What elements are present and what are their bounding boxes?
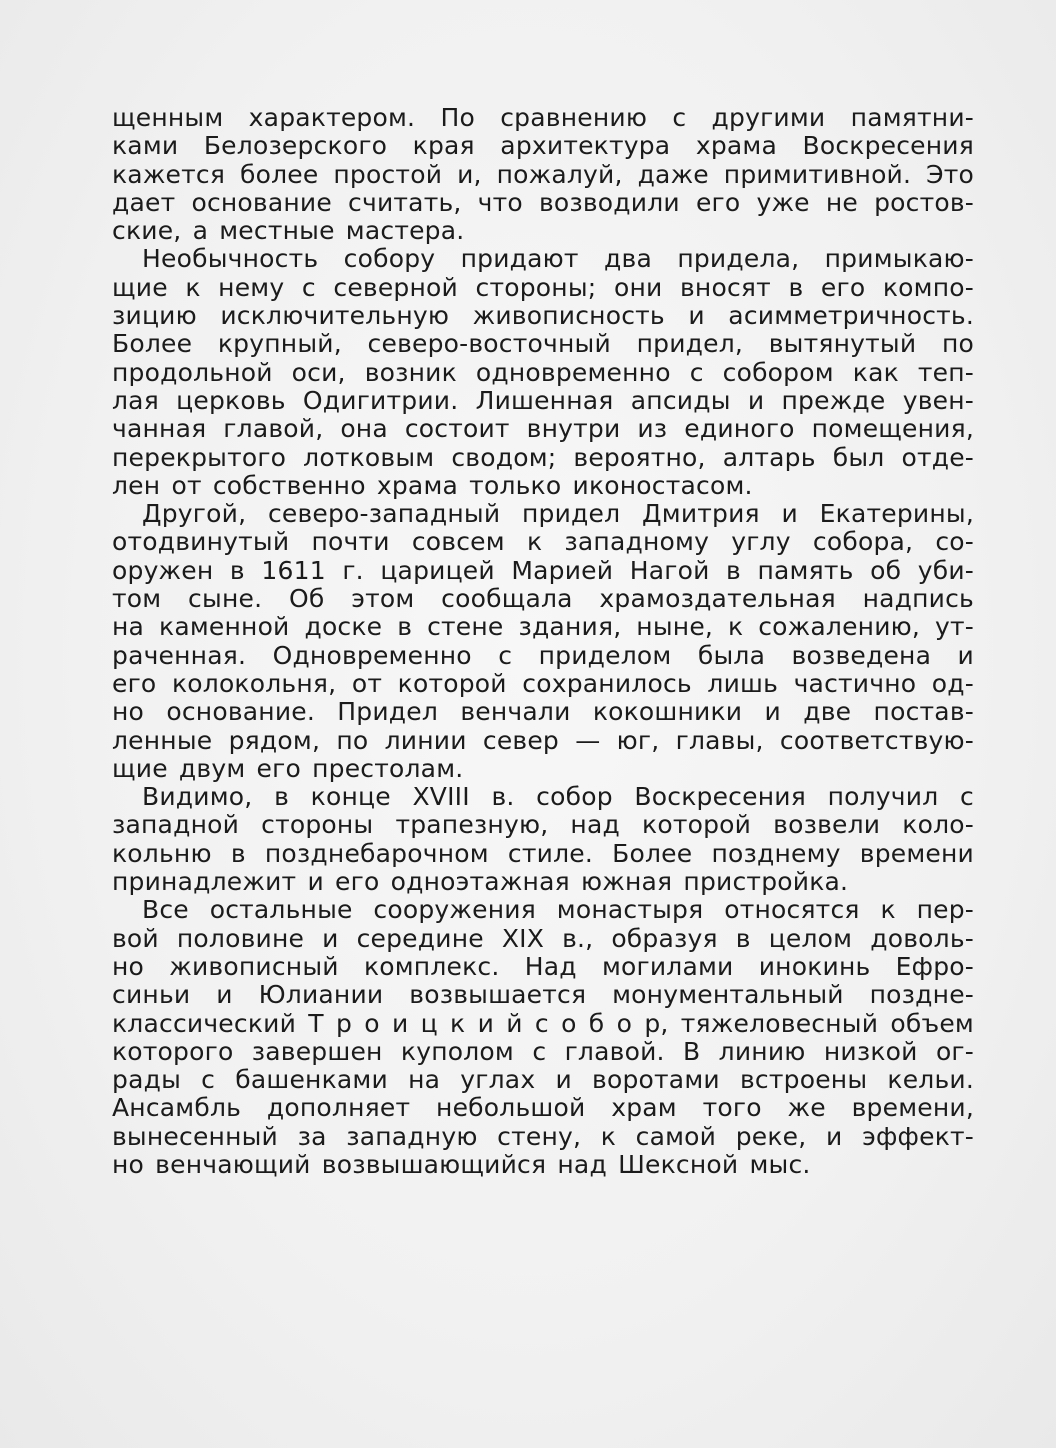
text-line: ками Белозерского края архитектура храма Воскресения (112, 131, 974, 161)
text-line: западной стороны трапезную, над которой возвели коло- (112, 810, 974, 840)
text-line: которого завершен куполом с главой. В линию низкой ог- (112, 1036, 974, 1066)
text-line: Видимо, в конце XVIII в. собор Воскресения получил с (142, 782, 974, 812)
text-line: щенным характером. По сравнению с другими памятни- (112, 103, 974, 132)
text-line: синьи и Юлиании возвышается монументальный поздне- (112, 980, 974, 1010)
text-line: на каменной доске в стене здания, ныне, к сожалению, ут- (112, 612, 974, 642)
text-line: но основание. Придел венчали кокошники и две постав- (112, 697, 974, 727)
text-line: Все остальные сооружения монастыря относятся к пер- (142, 895, 974, 925)
paragraph-5 (112, 896, 974, 1179)
body-text (112, 104, 974, 1179)
text-line: классический Т р о и ц к и й с о б о р, тяжеловесный объем (112, 1008, 974, 1038)
text-line: его колокольня, от которой сохранилось лишь частично од- (112, 668, 974, 698)
text-line: щие двум его престолам. (112, 753, 464, 783)
text-line: Другой, северо-западный придел Дмитрия и Екатерины, (142, 499, 974, 529)
text-line: перекрытого лотковым сводом; вероятно, алтарь был отде- (112, 442, 974, 472)
text-line: дает основание считать, что возводили его уже не ростов- (112, 187, 974, 217)
text-line: кольню в позднебарочном стиле. Более позднему времени (112, 838, 974, 868)
text-line: продольной оси, возник одновременно с собором как теп- (112, 357, 974, 387)
text-line: раченная. Одновременно с приделом была возведена и (112, 640, 974, 670)
text-line: лен от собственно храма только иконостасом. (112, 470, 753, 500)
text-line: том сыне. Об этом сообщала храмоздательная надпись (112, 584, 974, 614)
text-line: Необычность собору придают два придела, примыкаю- (142, 244, 974, 274)
text-line: вой половине и середине XIX в., образуя в целом доволь- (112, 923, 974, 953)
text-line: Ансамбль дополняет небольшой храм того же времени, (112, 1093, 974, 1123)
text-line: отодвинутый почти совсем к западному углу собора, со- (112, 527, 974, 557)
text-line: Более крупный, северо-восточный придел, вытянутый по (112, 329, 974, 359)
paragraph-3 (112, 500, 974, 783)
text-line: чанная главой, она состоит внутри из единого помещения, (112, 414, 974, 444)
paragraph-2 (112, 245, 974, 500)
text-line: лая церковь Одигитрии. Лишенная апсиды и прежде увен- (112, 385, 974, 415)
paragraph-4 (112, 783, 974, 896)
text-line: оружен в 1611 г. царицей Марией Нагой в память об уби- (112, 555, 974, 585)
text-line: зицию исключительную живописность и асимметричность. (112, 301, 974, 331)
text-line: щие к нему с северной стороны; они вносят в его компо- (112, 272, 974, 302)
paragraph-1 (112, 104, 974, 245)
text-line: вынесенный за западную стену, к самой реке, и эффект- (112, 1121, 974, 1151)
text-line: но живописный комплекс. Над могилами инокинь Ефро- (112, 951, 974, 981)
text-line: кажется более простой и, пожалуй, даже примитивной. Это (112, 159, 974, 189)
text-line: ленные рядом, по линии север — юг, главы, соответствую- (112, 725, 974, 755)
text-line: ские, а местные мастера. (112, 216, 465, 246)
text-line: рады с башенками на углах и воротами встроены кельи. (112, 1065, 974, 1095)
text-line: принадлежит и его одноэтажная южная пристройка. (112, 867, 849, 897)
text-line: но венчающий возвышающийся над Шексной мыс. (112, 1149, 811, 1179)
